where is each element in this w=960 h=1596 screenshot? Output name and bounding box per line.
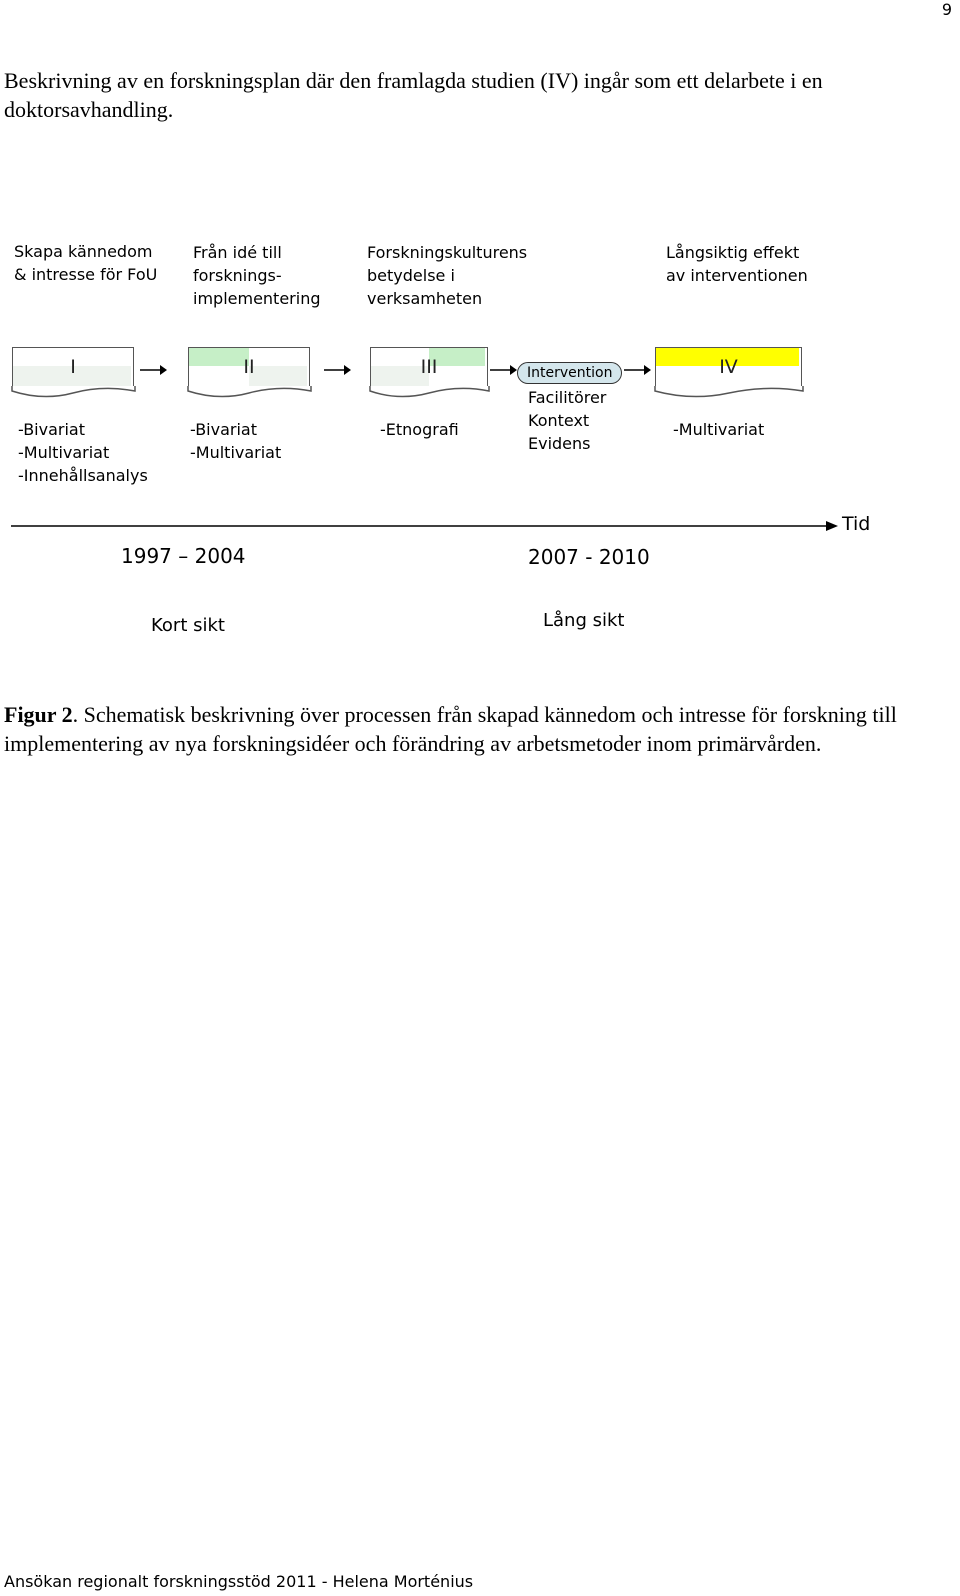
arrow-icon bbox=[138, 364, 168, 376]
study-1-box bbox=[12, 347, 134, 387]
study-3-box bbox=[370, 347, 488, 387]
study-4-methods: -Multivariat bbox=[673, 420, 765, 439]
intro-paragraph: Beskrivning av en forskningsplan där den framlagda studien (IV) ingår som ett delarbete i en doktorsavhandling. bbox=[4, 68, 823, 122]
theme-2: Från idé till forsknings- implementering bbox=[193, 243, 321, 308]
label-long-term: Lång sikt bbox=[543, 610, 625, 631]
page-footer: Ansökan regionalt forskningsstöd 2011 - Helena Morténius bbox=[4, 1572, 474, 1591]
study-2-wave bbox=[187, 385, 313, 401]
intervention-badge: Intervention bbox=[517, 362, 622, 384]
caption-label: Figur 2 bbox=[4, 702, 73, 727]
timeline-label: Tid bbox=[842, 513, 871, 535]
label-short-term: Kort sikt bbox=[151, 615, 225, 636]
period-short: 1997 – 2004 bbox=[121, 544, 246, 568]
research-plan-figure bbox=[0, 230, 960, 650]
study-1-wave bbox=[11, 385, 137, 401]
study-3-label: III bbox=[420, 356, 438, 378]
study-2-methods: -Bivariat -Multivariat bbox=[190, 420, 282, 462]
study-3-wave bbox=[369, 385, 491, 401]
study-4-label: IV bbox=[719, 356, 738, 378]
study-1-methods: -Bivariat -Multivariat -Innehållsanalys bbox=[18, 420, 148, 485]
period-long: 2007 - 2010 bbox=[528, 545, 650, 569]
theme-4: Långsiktig effekt av interventionen bbox=[666, 243, 808, 285]
intervention-items: Facilitörer Kontext Evidens bbox=[528, 388, 607, 453]
study-2-label: II bbox=[243, 356, 255, 378]
arrow-icon bbox=[322, 364, 352, 376]
theme-1: Skapa kännedom & intresse för FoU bbox=[14, 242, 158, 284]
page-number: 9 bbox=[941, 0, 952, 19]
arrow-icon bbox=[622, 364, 652, 376]
study-2-box bbox=[188, 347, 310, 387]
study-3-methods: -Etnografi bbox=[380, 420, 459, 439]
theme-3: Forskningskulturens betydelse i verksamheten bbox=[367, 243, 528, 308]
timeline-arrow bbox=[10, 520, 840, 532]
figure-caption bbox=[4, 700, 949, 758]
caption-text: . Schematisk beskrivning över processen från skapad kännedom och intresse för forskning till implementering av nya forskningsidéer och förändring av arbetsmetoder inom primärvården. bbox=[4, 702, 897, 756]
study-1-label: I bbox=[70, 356, 76, 378]
study-4-wave bbox=[654, 385, 805, 401]
arrow-icon bbox=[488, 364, 518, 376]
study-4-box bbox=[655, 347, 802, 387]
